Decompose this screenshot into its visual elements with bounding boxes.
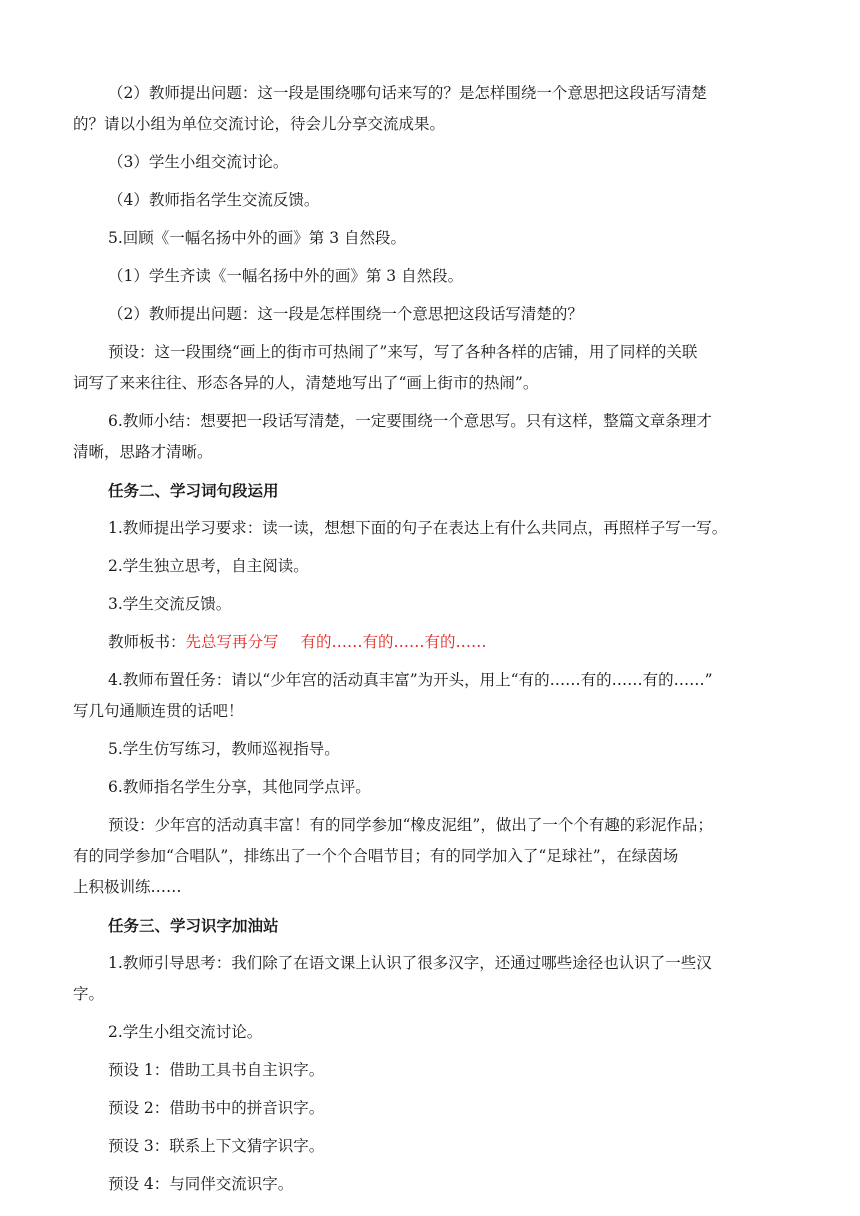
paragraph-step-4 bbox=[108, 185, 788, 216]
text-line: （4）教师指名学生交流反馈。 bbox=[108, 191, 320, 209]
paragraph-review-5 bbox=[108, 223, 788, 254]
task2-item-2: 2.学生独立思考，自主阅读。 bbox=[108, 557, 309, 575]
task3-preset-1: 预设 1：借助工具书自主识字。 bbox=[108, 1061, 325, 1079]
paragraph-step-3 bbox=[108, 147, 788, 178]
task3-preset-4: 预设 4：与同伴交流识字。 bbox=[108, 1175, 294, 1193]
paragraph-read-1 bbox=[108, 261, 788, 292]
task3-heading: 任务三、学习识字加油站 bbox=[108, 916, 279, 935]
text-line: 清晰，思路才清晰。 bbox=[73, 443, 213, 461]
board-red-1: 先总写再分写 bbox=[185, 633, 279, 651]
text-line: 4.教师布置任务：请以“少年宫的活动真丰富”为开头，用上“有的……有的……有的……” bbox=[108, 671, 713, 689]
text-line: （1）学生齐读《一幅名扬中外的画》第 3 自然段。 bbox=[108, 267, 464, 285]
text-line: 预设：少年宫的活动真丰富！有的同学参加“橡皮泥组”，做出了一个个有趣的彩泥作品； bbox=[108, 816, 713, 834]
paragraph-question-2 bbox=[73, 78, 788, 140]
paragraph-summary-6 bbox=[73, 406, 788, 468]
text-line: 预设：这一段围绕“画上的街市可热闹了”来写，写了各种各样的店铺，用了同样的关联 bbox=[108, 343, 698, 361]
board-red-2: 有的……有的……有的…… bbox=[300, 633, 487, 651]
task2-item-3: 3.学生交流反馈。 bbox=[108, 595, 232, 613]
text-line: 有的同学参加“合唱队”，排练出了一个个合唱节目；有的同学加入了“足球社”，在绿茵场 bbox=[73, 847, 679, 865]
board-writing bbox=[108, 627, 788, 658]
text-line: （2）教师提出问题：这一段是围绕哪句话来写的？是怎样围绕一个意思把这段话写清楚 bbox=[108, 84, 707, 102]
task2-item-1: 1.教师提出学习要求：读一读，想想下面的句子在表达上有什么共同点，再照样子写一写。 bbox=[108, 519, 728, 537]
task3-item-1 bbox=[73, 948, 788, 1010]
task2-item-4 bbox=[73, 665, 788, 727]
task2-item-6: 6.教师指名学生分享，其他同学点评。 bbox=[108, 778, 371, 796]
task3-preset-2: 预设 2：借助书中的拼音识字。 bbox=[108, 1099, 325, 1117]
text-line: 写几句通顺连贯的话吧！ bbox=[73, 702, 244, 720]
text-line: （3）学生小组交流讨论。 bbox=[108, 153, 289, 171]
task2-preset bbox=[73, 810, 788, 903]
task3-preset-3: 预设 3：联系上下文猜字识字。 bbox=[108, 1137, 325, 1155]
document-body bbox=[73, 78, 788, 1207]
paragraph-preset bbox=[73, 337, 788, 399]
task2-heading: 任务二、学习词句段运用 bbox=[108, 481, 279, 500]
text-line: 1.教师引导思考：我们除了在语文课上认识了很多汉字，还通过哪些途径也认识了一些汉 bbox=[108, 954, 712, 972]
text-line: 上积极训练…… bbox=[73, 878, 182, 896]
paragraph-question-2b bbox=[108, 299, 788, 330]
text-line: 词写了来来往往、形态各异的人，清楚地写出了“画上街市的热闹”。 bbox=[73, 374, 539, 392]
task3-item-2: 2.学生小组交流讨论。 bbox=[108, 1023, 263, 1041]
text-line: 5.回顾《一幅名扬中外的画》第 3 自然段。 bbox=[108, 229, 407, 247]
board-label: 教师板书： bbox=[108, 633, 186, 651]
task2-item-5: 5.学生仿写练习，教师巡视指导。 bbox=[108, 740, 340, 758]
text-line: 的？请以小组为单位交流讨论，待会儿分享交流成果。 bbox=[73, 115, 446, 133]
text-line: 6.教师小结：想要把一段话写清楚，一定要围绕一个意思写。只有这样，整篇文章条理才 bbox=[108, 412, 712, 430]
text-line: （2）教师提出问题：这一段是怎样围绕一个意思把这段话写清楚的？ bbox=[108, 305, 583, 323]
text-line: 字。 bbox=[73, 985, 105, 1003]
